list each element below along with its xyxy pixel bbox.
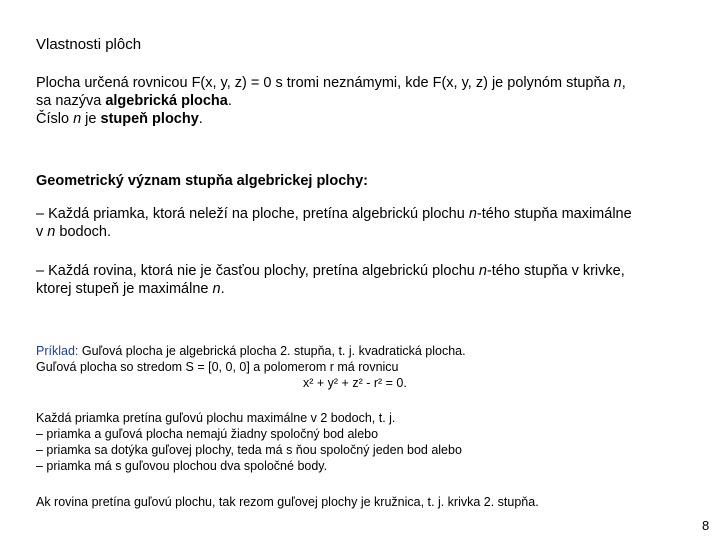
intro-paragraph (36, 74, 696, 128)
intro-line-3: Číslo n je stupeň plochy. (36, 111, 203, 127)
plane-property-paragraph: – Každá rovina, ktorá nie je časťou plochy, pretína algebrickú plochu n-tého stupňa v krivke, ktorej stupeň je maximálne n. (36, 263, 625, 297)
list-item: – priamka sa dotýka guľovej plochy, teda má s ňou spoločný jeden bod alebo (36, 443, 462, 457)
list-item: Každá priamka pretína guľovú plochu maximálne v 2 bodoch, t. j. (36, 411, 396, 425)
line-property-paragraph: – Každá priamka, ktorá neleží na ploche, pretína algebrickú plochu n-tého stupňa maximálne v n bodoch. (36, 206, 632, 240)
closing-sentence: Ak rovina pretína guľovú plochu, tak rezom guľovej plochy je kružnica, t. j. krivka 2. stupňa. (36, 495, 539, 509)
intro-line-1: Plocha určená rovnicou F(x, y, z) = 0 s tromi neznámymi, kde F(x, y, z) je polynóm stupňa n, (36, 75, 626, 91)
example-label: Príklad: (36, 344, 79, 358)
list-item: – priamka má s guľovou plochou dva spoločné body. (36, 459, 328, 473)
intersection-list (36, 410, 696, 474)
section-heading: Geometrický význam stupňa algebrickej plochy: (36, 173, 369, 189)
slide-title: Vlastnosti plôch (36, 36, 142, 53)
list-item: – priamka a guľová plocha nemajú žiadny spoločný bod alebo (36, 427, 379, 441)
example-block: Príklad: Guľová plocha je algebrická plocha 2. stupňa, t. j. kvadratická plocha. Guľová plocha so stredom S = [0, 0, 0] a polomerom r má rovnicu (36, 344, 466, 374)
intro-line-2: sa nazýva algebrická plocha. (36, 93, 232, 109)
term-surface-degree: stupeň plochy (100, 111, 199, 127)
term-algebraic-surface: algebrická plocha (105, 93, 228, 109)
sphere-equation: x² + y² + z² - r² = 0. (303, 376, 407, 390)
page-number: 8 (702, 518, 710, 533)
